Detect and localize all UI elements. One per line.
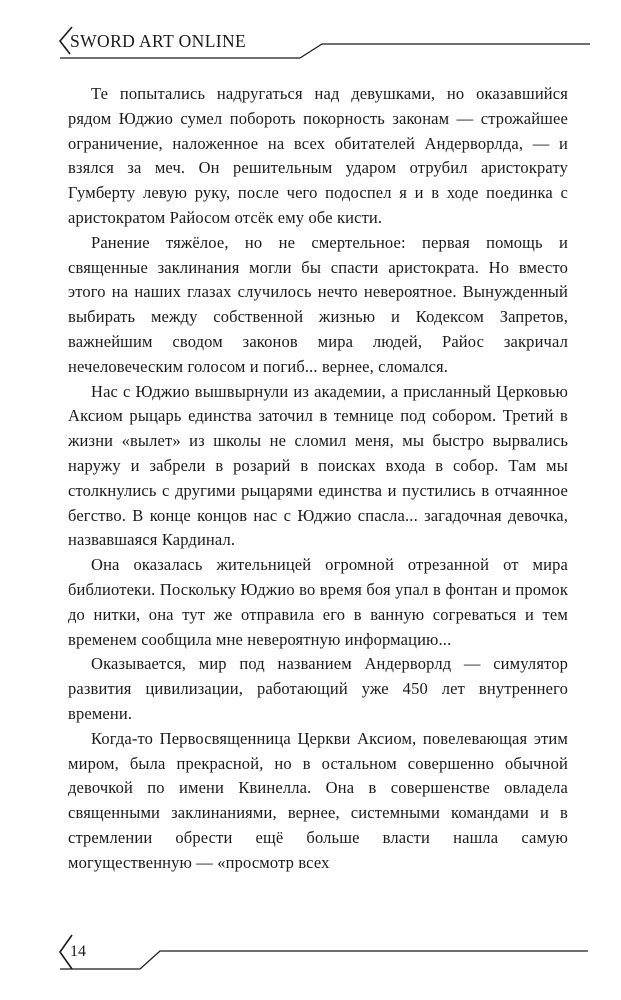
paragraph-4: Она оказалась жительницей огромной отрезанной от мира библиотеки. Поскольку Юджио во время боя упал в фонтан и промок до нитки, она тут же отправила его в ванную согреваться и тем временем сообщила мне невероятную информацию... [68, 555, 568, 649]
page-number: 14 [70, 943, 86, 960]
header-right-line [300, 44, 590, 58]
footer-right-line [140, 951, 588, 969]
paragraph-2: Ранение тяжёлое, но не смертельное: первая помощь и священные заклинания могли бы спасти аристократа. Но вместо этого на наших глазах случилось нечто невероятное. Вынужденный выбирать между собственной жизнью и Кодексом Запретов, важнейшим сводом законов мира людей, Райос закричал нечеловеческим голосом и погиб... вернее, сломался. [68, 232, 568, 376]
paragraph-6: Когда-то Первосвященница Церкви Аксиом, повелевающая этим миром, была прекрасной, но в остальном совершенно обычной девочкой по имени Квинелла. Она в совершенстве овладела священными заклинаниями, вернее, системными командами и в стремлении обрести ещё больше власти нашла самую могущественную — «просмотр всех [68, 728, 568, 872]
page-footer [0, 925, 621, 980]
running-header [0, 0, 621, 70]
footer-rule [0, 925, 621, 980]
paragraph-3: Нас с Юджио вышвырнули из академии, а присланный Церковью Аксиом рыцарь единства заточил в темнице под собором. Третий в жизни «вылет» из школы не сломил меня, мы быстро вырвались наружу и забрели в розарий в поисках входа в собор. Там мы столкнулись с другими рыцарями единства и пустились в отчаянное бегство. В конце концов нас с Юджио спасла... загадочная девочка, назвавшаяся Кардинал. [68, 381, 568, 550]
paragraph-1: Те попытались надругаться над девушками, но оказавшийся рядом Юджио сумел побороть покорность законам — строжайшее ограничение, наложенное на всех обитателей Андерворлда, — и взялся за меч. Он решительным ударом отрубил аристократу Гумберту левую руку, после чего подоспел я и в ходе поединка с аристократом Райосом отсёк ему обе кисти. [68, 84, 568, 227]
paragraph-5: Оказывается, мир под названием Андерворлд — симулятор развития цивилизации, работающий уже 450 лет внутреннего времени. [68, 654, 568, 723]
body-text [68, 82, 568, 876]
book-title: SWORD ART ONLINE [70, 31, 247, 51]
